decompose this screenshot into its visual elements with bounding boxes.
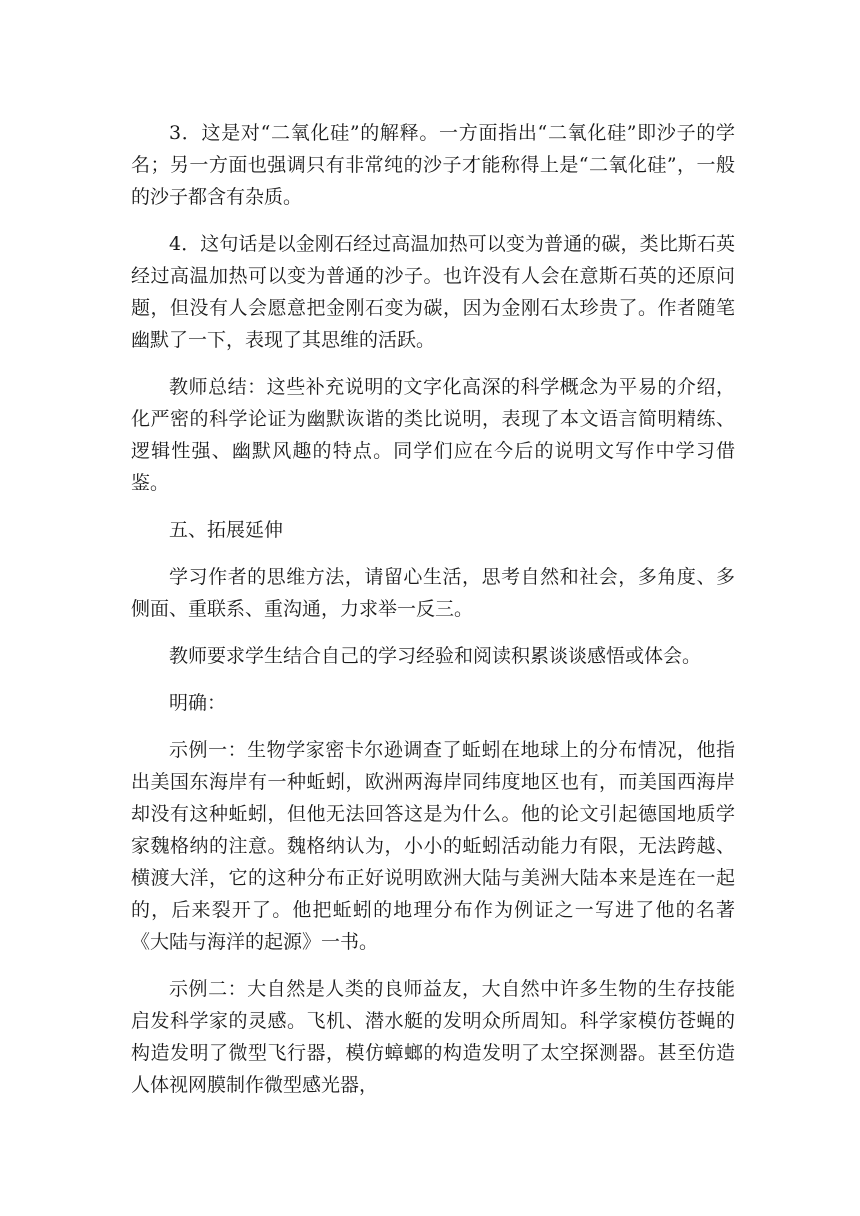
- paragraph-item-4: 4．这句话是以金刚石经过高温加热可以变为普通的碳，类比斯石英经过高温加热可以变为普通的沙子。也许没有人会在意斯石英的还原问题，但没有人会愿意把金刚石变为碳，因为金刚石太珍贵了。作者随笔幽默了一下，表现了其思维的活跃。: [131, 233, 735, 351]
- section-heading-extension: 五、拓展延伸: [169, 519, 284, 541]
- teacher-summary-paragraph: 教师总结：这些补充说明的文字化高深的科学概念为平易的介绍，化严密的科学论证为幽默诙谐的类比说明，表现了本文语言简明精练、逻辑性强、幽默风趣的特点。同学们应在今后的说明文写作中学习借鉴。: [131, 376, 735, 494]
- paragraph-item-3: 3．这是对“二氧化硅”的解释。一方面指出“二氧化硅”即沙子的学名；另一方面也强调只有非常纯的沙子才能称得上是“二氧化硅”，一般的沙子都含有杂质。: [131, 122, 735, 208]
- extension-instruction-paragraph: 学习作者的思维方法，请留心生活，思考自然和社会，多角度、多侧面、重联系、重沟通，力求举一反三。: [131, 566, 735, 620]
- teacher-request-paragraph: 教师要求学生结合自己的学习经验和阅读积累谈谈感悟或体会。: [169, 645, 702, 667]
- clarify-label: 明确：: [169, 692, 227, 714]
- example-one-paragraph: 示例一：生物学家密卡尔逊调查了蚯蚓在地球上的分布情况，他指出美国东海岸有一种蚯蚓，欧洲两海岸同纬度地区也有，而美国西海岸却没有这种蚯蚓，但他无法回答这是为什么。他的论文引起德国地质学家魏格纳的注意。魏格纳认为，小小的蚯蚓活动能力有限，无法跨越、横渡大洋，它的这种分布正好说明欧洲大陆与美洲大陆本来是连在一起的，后来裂开了。他把蚯蚓的地理分布作为例证之一写进了他的名著《大陆与海洋的起源》一书。: [131, 739, 735, 953]
- document-body: [131, 117, 735, 1116]
- example-two-paragraph: 示例二：大自然是人类的良师益友，大自然中许多生物的生存技能启发科学家的灵感。飞机、潜水艇的发明众所周知。科学家模仿苍蝇的构造发明了微型飞行器，模仿蟑螂的构造发明了太空探测器。甚至仿造人体视网膜制作微型感光器，: [131, 978, 735, 1096]
